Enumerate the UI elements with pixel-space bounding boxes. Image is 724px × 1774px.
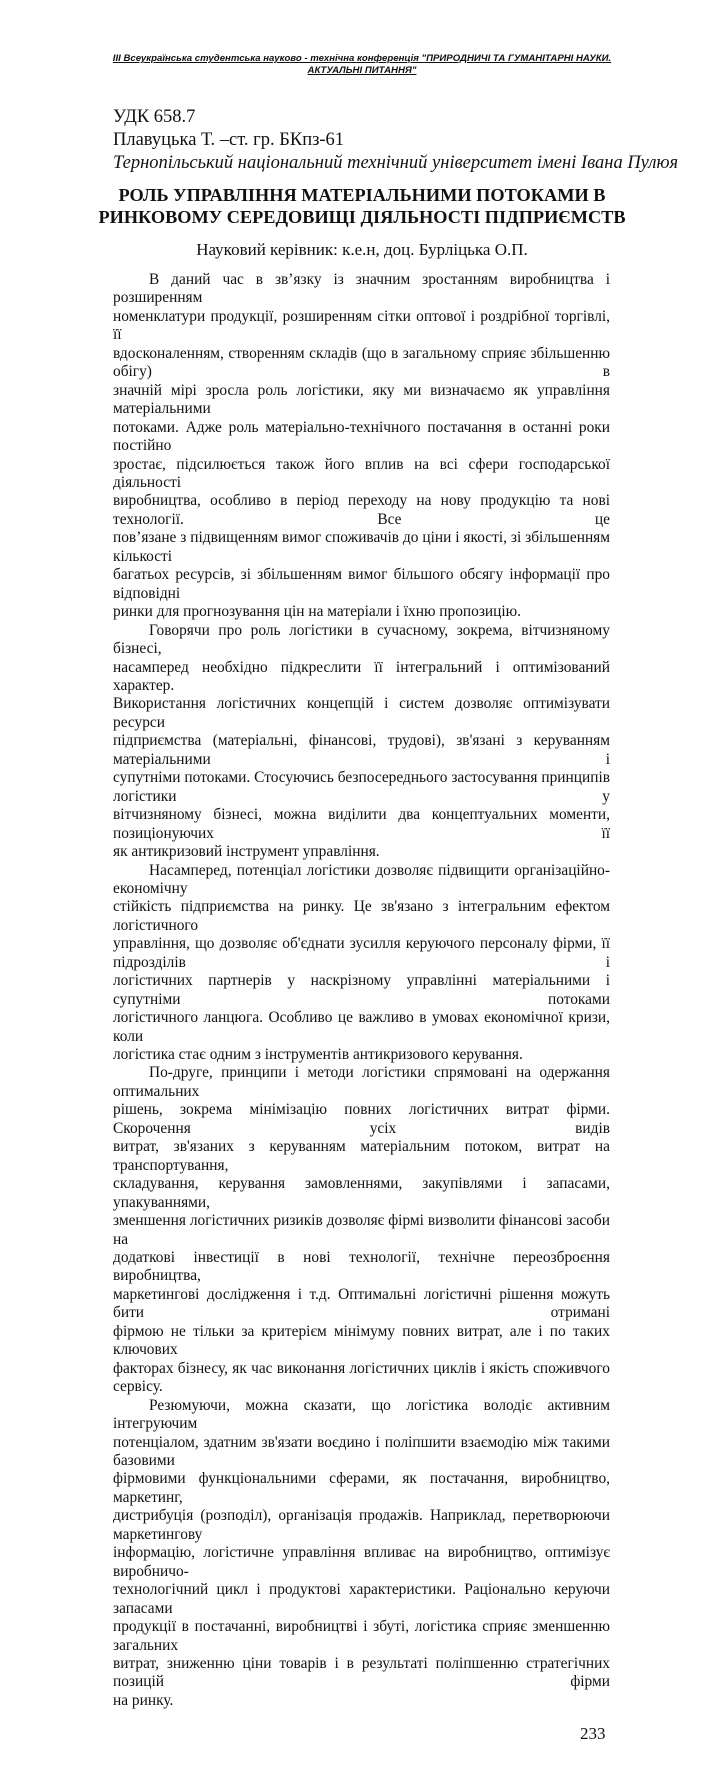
text-line: зростає, підсилюється також його вплив на всі сфери господарської діяльності — [113, 455, 610, 491]
text-line: пов’язане з підвищенням вимог споживачів до ціни і якості, зі збільшенням кількості — [113, 529, 610, 565]
running-header-line-2: АКТУАЛЬНІ ПИТАННЯ" — [307, 65, 417, 76]
running-header-line-1: ІІІ Всеукраїнська студентська науково - технічна конференція "ПРИРОДНИЧІ ТА ГУМАНІТАРНІ НАУКИ. — [112, 53, 612, 64]
article-meta — [113, 106, 679, 175]
affiliation: Тернопільський національний технічний університет імені Івана Пулюя — [113, 153, 679, 173]
text-line: виробництва, особливо в період переходу на нову продукцію та нові технології. Все це — [113, 492, 610, 528]
paragraph — [113, 1397, 610, 1711]
text-line: маркетингові дослідження і т.д. Оптимальні логістичні рішення можуть бити отримані — [113, 1285, 610, 1322]
page-number: 233 — [580, 1724, 606, 1744]
paragraph — [113, 862, 610, 1065]
text-line: витрат, зниженню ціни товарів і в результаті поліпшенню стратегічних позицій фірми — [113, 1654, 610, 1691]
text-line: рішень, зокрема мінімізацію повних логістичних витрат фірми. Скорочення усіх видів — [113, 1101, 610, 1137]
text-line: номенклатури продукції, розширенням сітки оптової і роздрібної торгівлі, її — [113, 307, 610, 344]
text-line: технологічний цикл і продуктові характеристики. Раціонально керуючи запасами — [113, 1581, 610, 1617]
text-line: продукції в постачанні, виробництві і збуті, логістика сприяє зменшенню загальних — [113, 1618, 610, 1654]
text-line: підприємства (матеріальні, фінансові, трудові), зв'язані з керуванням матеріальними і — [113, 732, 610, 768]
text-line: додаткові інвестиції в нові технології, технічне переозброєння виробництва, — [113, 1249, 610, 1285]
text-line: на ринку. — [113, 1691, 174, 1709]
article-title — [82, 184, 642, 228]
text-line: значній мірі зросла роль логістики, яку ми визначаємо як управління матеріальними — [113, 381, 610, 418]
text-line: логістичних партнерів у наскрізному управлінні матеріальними і супутніми потоками — [113, 972, 610, 1008]
scientific-advisor: Науковий керівник: к.е.н, доц. Бурліцька О.П. — [196, 240, 528, 259]
running-header — [100, 53, 624, 77]
title-line-1: РОЛЬ УПРАВЛІННЯ МАТЕРІАЛЬНИМИ ПОТОКАМИ В — [118, 185, 606, 205]
text-line: управління, що дозволяє об'єднати зусилля керуючого персоналу фірми, її підрозділів і — [113, 935, 610, 971]
text-line: Насамперед, потенціал логістики дозволяє підвищити організаційно-економічну — [113, 861, 610, 897]
paragraph — [113, 271, 610, 622]
paragraph — [113, 622, 610, 862]
text-line: фірмовими функціональними сферами, як постачання, виробництво, маркетинг, — [113, 1470, 610, 1506]
text-line: витрат, зв'язаних з керуванням матеріальним потоком, витрат на транспортування, — [113, 1138, 610, 1174]
text-line: факторах бізнесу, як час виконання логістичних циклів і якість споживчого сервісу. — [113, 1359, 610, 1396]
text-line: фірмою не тільки за критерієм мінімуму повних витрат, але і по таких ключових — [113, 1322, 610, 1359]
text-line: логістичного ланцюга. Особливо це важливо в умовах економічної кризи, коли — [113, 1009, 610, 1045]
text-line: зменшення логістичних ризиків дозволяє фірмі визволити фінансові засоби на — [113, 1212, 610, 1248]
paragraph — [113, 1064, 610, 1396]
text-line: По-друге, принципи і методи логістики спрямовані на одержання оптимальних — [113, 1064, 610, 1100]
text-line: як антикризовий інструмент управління. — [113, 843, 380, 861]
author: Плавуцька Т. –ст. гр. БКпз-61 — [113, 130, 345, 150]
article-body — [113, 271, 610, 1710]
text-line: інформацію, логістичне управління впливає на виробництво, оптимізує виробничо- — [113, 1544, 610, 1580]
text-line: складування, керування замовленнями, закупівлями і запасами, упакуваннями, — [113, 1175, 610, 1211]
text-line: вдосконаленням, створенням складів (що в загальному сприяє збільшенню обігу) в — [113, 344, 610, 381]
text-line: логістика стає одним з інструментів антикризового керування. — [113, 1046, 523, 1064]
text-line: Використання логістичних концепцій і систем дозволяє оптимізувати ресурси — [113, 695, 610, 731]
text-line: стійкість підприємства на ринку. Це зв'язано з інтегральним ефектом логістичного — [113, 898, 610, 934]
text-line: супутніми потоками. Стосуючись безпосереднього застосування принципів логістики у — [113, 769, 610, 805]
text-line: багатьох ресурсів, зі збільшенням вимог більшого обсягу інформації про відповідні — [113, 566, 610, 602]
text-line: потоками. Адже роль матеріально-технічного постачання в останні роки постійно — [113, 418, 610, 455]
text-line: Резюмуючи, можна сказати, що логістика володіє активним інтегруючим — [113, 1396, 610, 1433]
text-line: В даний час в зв’язку із значним зростанням виробництва і розширенням — [113, 271, 610, 307]
text-line: ринки для прогнозування цін на матеріали і їхню пропозицію. — [113, 603, 522, 621]
text-line: потенціалом, здатним зв'язати воєдино і поліпшити взаємодію між такими базовими — [113, 1433, 610, 1469]
text-line: вітчизняному бізнесі, можна виділити два концептуальних моменти, позиціонуючих її — [113, 806, 610, 842]
text-line: дистрибуція (розподіл), організація продажів. Наприклад, перетворюючи маркетингову — [113, 1507, 610, 1543]
udc-code: УДК 658.7 — [113, 107, 196, 127]
title-line-2: РИНКОВОМУ СЕРЕДОВИЩІ ДІЯЛЬНОСТІ ПІДПРИЄМСТВ — [98, 207, 626, 227]
text-line: насамперед необхідно підкреслити її інтегральний і оптимізований характер. — [113, 658, 610, 694]
text-line: Говорячи про роль логістики в сучасному, зокрема, вітчизняному бізнесі, — [113, 621, 610, 658]
